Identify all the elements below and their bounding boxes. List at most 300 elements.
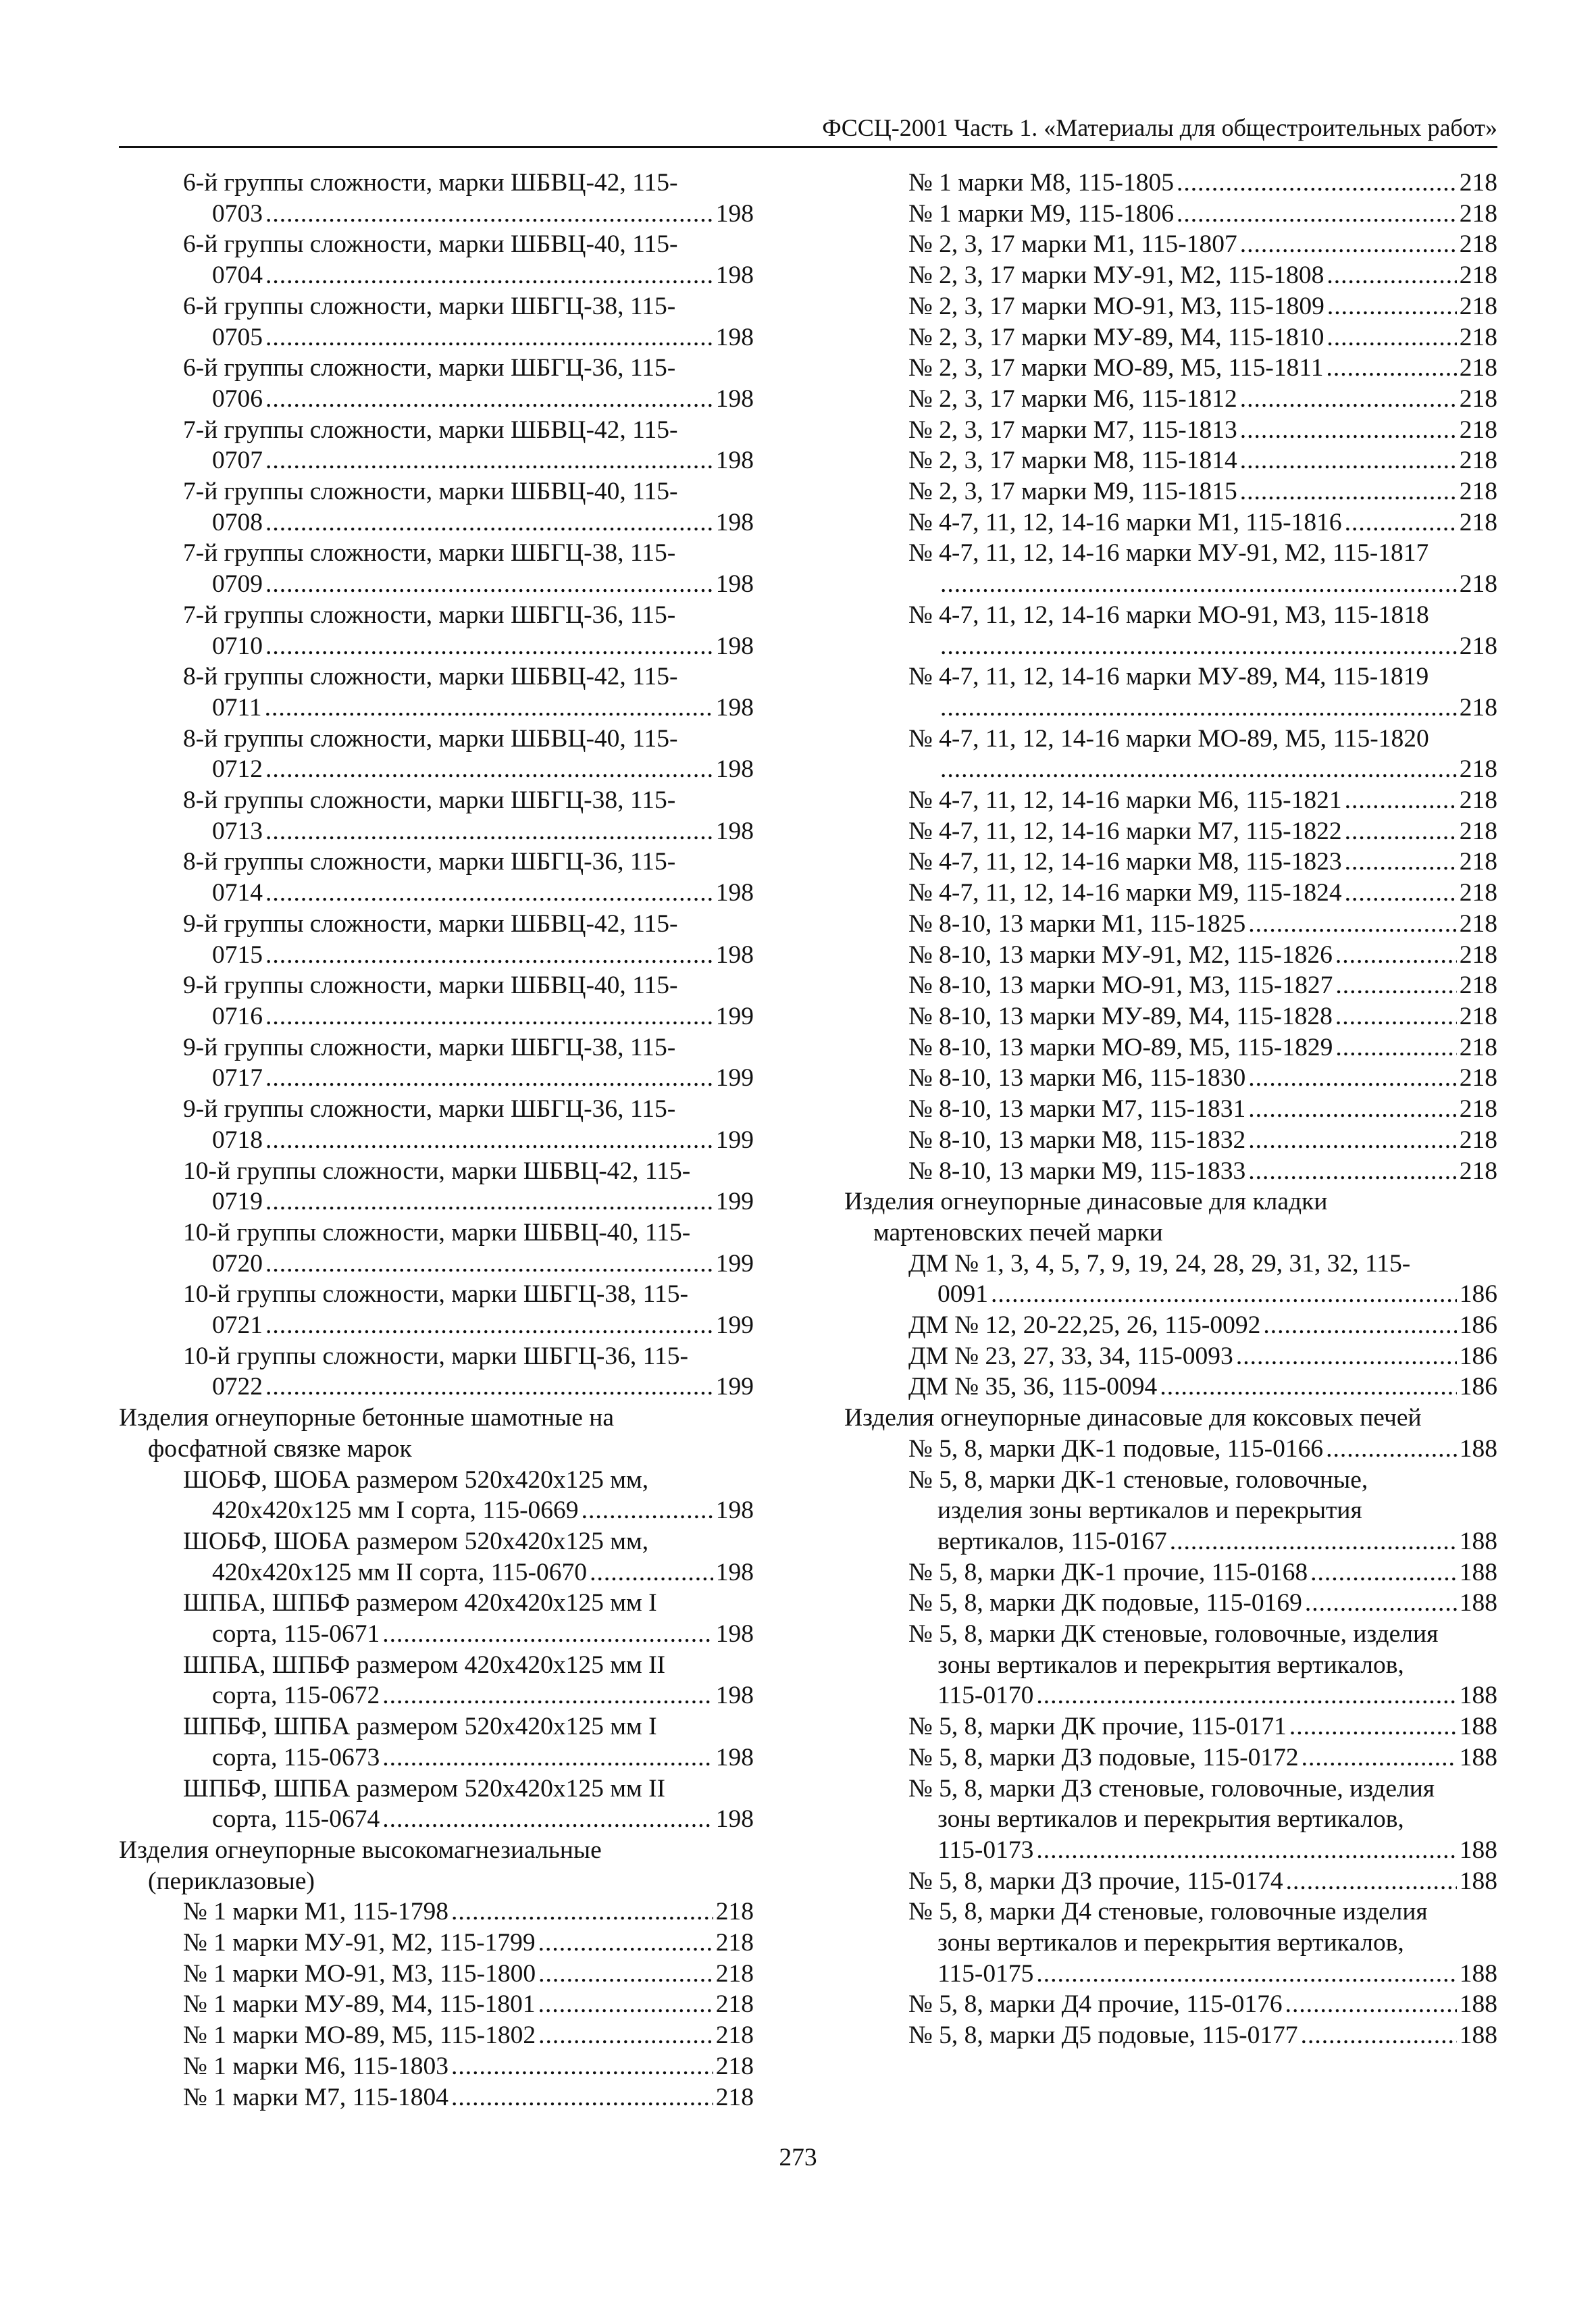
index-entry	[844, 1774, 1497, 1866]
index-entry	[119, 785, 754, 847]
index-entry-line	[844, 2020, 1497, 2051]
index-entry-line	[844, 785, 1497, 816]
index-entry	[119, 1588, 754, 1649]
index-page-number: 198	[715, 755, 754, 784]
index-entry-line	[119, 384, 754, 415]
dot-leader	[265, 631, 713, 662]
index-entry-line: зоны вертикалов и перекрытия вертикалов,	[937, 1805, 1404, 1834]
dot-leader	[940, 569, 1457, 600]
index-heading-line: (периклазовые)	[148, 1867, 315, 1895]
index-page-number: 218	[1459, 570, 1497, 599]
index-entry	[844, 1125, 1497, 1156]
dot-leader	[1160, 1372, 1456, 1403]
index-entry-text: № 2, 3, 17 марки МУ-89, М4, 115-1810	[908, 323, 1324, 351]
index-page-number: 186	[1459, 1311, 1497, 1340]
index-entry-text: 0715	[212, 940, 263, 969]
index-entry-line	[844, 1866, 1497, 1897]
dot-leader	[265, 1125, 713, 1156]
index-entry	[844, 1619, 1497, 1711]
index-entry-text: № 8-10, 13 марки М8, 115-1832	[908, 1126, 1246, 1154]
index-page-number: 218	[1459, 786, 1497, 815]
index-entry-line: 6-й группы сложности, марки ШБГЦ-36, 115-	[183, 354, 676, 382]
index-entry-line	[119, 1619, 754, 1650]
index-entry-text: 0091	[937, 1280, 988, 1309]
index-entry	[844, 816, 1497, 847]
index-entry	[844, 168, 1497, 199]
dot-leader	[382, 1804, 713, 1835]
index-entry-line: зоны вертикалов и перекрытия вертикалов,	[937, 1651, 1404, 1679]
index-entry-text: № 1 марки МО-91, М3, 115-1800	[183, 1959, 536, 1988]
index-entry-line	[119, 1186, 754, 1217]
index-entry-line	[119, 569, 754, 600]
index-entry-text: сорта, 115-0674	[212, 1805, 380, 1834]
index-page-number: 218	[1459, 1157, 1497, 1185]
index-entry-line	[844, 1125, 1497, 1156]
dot-leader	[265, 507, 713, 538]
index-entry-line	[119, 816, 754, 847]
dot-leader	[1170, 1526, 1457, 1557]
index-heading-line: Изделия огнеупорные динасовые для коксовых печей	[844, 1404, 1422, 1432]
index-entry-line	[119, 1804, 754, 1835]
index-entry-line	[119, 1959, 754, 1990]
index-page-number: 198	[715, 508, 754, 536]
index-entry	[119, 1094, 754, 1155]
dot-leader	[265, 816, 713, 847]
dot-leader	[1301, 2020, 1457, 2051]
index-page-number: 199	[715, 1126, 754, 1154]
index-entry-line	[844, 1341, 1497, 1372]
index-entry	[119, 847, 754, 908]
running-head: ФССЦ-2001 Часть 1. «Материалы для общестроительных работ»	[822, 114, 1497, 141]
index-page-number: 218	[1459, 879, 1497, 907]
index-entry	[844, 1156, 1497, 1187]
index-entry-line	[844, 631, 1497, 662]
dot-leader	[1289, 1711, 1457, 1742]
index-entry-text: сорта, 115-0673	[212, 1743, 380, 1771]
index-page-number: 198	[715, 199, 754, 228]
index-page-number: 198	[715, 1558, 754, 1586]
index-entry	[119, 724, 754, 785]
dot-leader	[451, 2051, 713, 2082]
dot-leader	[1335, 970, 1456, 1001]
index-entry-text: 0720	[212, 1249, 263, 1278]
index-page-number: 188	[1459, 1558, 1497, 1586]
dot-leader	[451, 2082, 713, 2113]
dot-leader	[265, 322, 713, 353]
index-entry-line: № 4-7, 11, 12, 14-16 марки МУ-91, М2, 115-1817	[908, 539, 1429, 568]
index-entry-line: зоны вертикалов и перекрытия вертикалов,	[937, 1929, 1404, 1957]
index-heading-line: Изделия огнеупорные динасовые для кладки	[844, 1188, 1328, 1216]
index-entry-line	[119, 1372, 754, 1403]
index-entry-line	[844, 1063, 1497, 1094]
index-entry-text: 115-0175	[937, 1959, 1034, 1988]
index-entry-line	[844, 199, 1497, 230]
index-entry	[844, 909, 1497, 940]
index-page-number: 218	[1459, 508, 1497, 536]
index-entry-text: № 8-10, 13 марки М1, 115-1825	[908, 909, 1246, 938]
index-entry-line	[844, 1588, 1497, 1619]
index-entry	[844, 1434, 1497, 1465]
index-entry	[844, 260, 1497, 291]
index-entry-line: ШОБФ, ШОБА размером 520х420х125 мм,	[183, 1465, 649, 1494]
index-entry-line	[844, 693, 1497, 724]
index-entry-line: 8-й группы сложности, марки ШБВЦ-40, 115-	[183, 724, 678, 753]
index-entry-line: ДМ № 1, 3, 4, 5, 7, 9, 19, 24, 28, 29, 31, 32, 115-	[908, 1249, 1411, 1278]
index-page-number: 218	[1459, 1095, 1497, 1124]
index-page-number: 198	[715, 817, 754, 845]
index-entry	[119, 970, 754, 1032]
index-page-number: 218	[1459, 848, 1497, 876]
dot-leader	[1310, 1557, 1457, 1588]
index-page-number: 198	[715, 879, 754, 907]
index-page-number: 218	[1459, 693, 1497, 722]
dot-leader	[1240, 415, 1457, 446]
index-page-number: 199	[715, 1064, 754, 1092]
index-entry	[119, 1959, 754, 1990]
index-page-number: 188	[1459, 1959, 1497, 1988]
dot-leader	[1345, 847, 1457, 878]
index-entry-text: № 4-7, 11, 12, 14-16 марки М8, 115-1823	[908, 848, 1342, 876]
index-entry-text: № 1 марки М6, 115-1803	[183, 2052, 448, 2080]
index-entry	[844, 1032, 1497, 1063]
index-page-number: 218	[1459, 447, 1497, 475]
dot-leader	[1302, 1742, 1457, 1774]
index-entry-line: 10-й группы сложности, марки ШБВЦ-40, 115-	[183, 1218, 691, 1247]
index-page-number: 198	[715, 384, 754, 413]
index-heading-line: Изделия огнеупорные высокомагнезиальные	[119, 1836, 602, 1864]
index-entry	[119, 476, 754, 538]
index-page-number: 218	[1459, 1002, 1497, 1030]
dot-leader	[940, 754, 1457, 785]
index-entry-text: 0706	[212, 384, 263, 413]
index-entry-line	[844, 476, 1497, 507]
index-page-number: 198	[715, 1496, 754, 1525]
index-page-number: 218	[1459, 169, 1497, 197]
index-entry-text: № 2, 3, 17 марки М7, 115-1813	[908, 416, 1237, 444]
index-entry-text: № 5, 8, марки ДЗ прочие, 115-0174	[908, 1867, 1283, 1895]
index-entry-text: 0712	[212, 755, 263, 784]
index-page-number: 218	[715, 1929, 754, 1957]
index-entry	[119, 1526, 754, 1588]
index-entry-line	[119, 1557, 754, 1588]
dot-leader	[265, 1001, 713, 1032]
index-entry	[844, 199, 1497, 230]
index-entry-text: 0711	[212, 693, 262, 722]
index-entry-line	[844, 1557, 1497, 1588]
dot-leader	[1327, 322, 1456, 353]
index-entry	[119, 2051, 754, 2082]
index-entry-line: 8-й группы сложности, марки ШБВЦ-42, 115-	[183, 663, 678, 691]
index-entry	[119, 229, 754, 291]
index-entry-text: № 8-10, 13 марки МО-89, М5, 115-1829	[908, 1033, 1333, 1061]
index-page-number: 218	[715, 1990, 754, 2019]
dot-leader	[1240, 445, 1457, 476]
index-page-number: 188	[1459, 1990, 1497, 2019]
dot-leader	[991, 1279, 1457, 1310]
index-page-number: 188	[1459, 1836, 1497, 1864]
index-page-number: 218	[715, 2021, 754, 2050]
index-entry-line	[844, 1279, 1497, 1310]
index-entry-line: ШПБФ, ШПБА размером 520х420х125 мм II	[183, 1774, 666, 1803]
index-entry-line	[844, 507, 1497, 538]
index-entry	[844, 600, 1497, 661]
index-entry-line	[844, 384, 1497, 415]
index-entry-line	[844, 445, 1497, 476]
dot-leader	[1345, 816, 1457, 847]
index-entry-text: № 8-10, 13 марки М9, 115-1833	[908, 1157, 1246, 1185]
index-page-number: 218	[1459, 292, 1497, 320]
index-page-number: 188	[1459, 1682, 1497, 1710]
dot-leader	[1305, 1588, 1457, 1619]
index-entry-line	[119, 1001, 754, 1032]
index-entry-text: № 4-7, 11, 12, 14-16 марки М6, 115-1821	[908, 786, 1342, 815]
index-page-number: 218	[715, 2052, 754, 2080]
index-entry	[119, 600, 754, 661]
index-entry-line	[119, 1495, 754, 1526]
index-entry-line	[844, 909, 1497, 940]
index-entry-line	[119, 754, 754, 785]
index-entry-line	[844, 1094, 1497, 1125]
index-entry-text: № 1 марки МУ-91, М2, 115-1799	[183, 1929, 536, 1957]
index-page-number: 199	[715, 1002, 754, 1030]
index-page-number: 218	[1459, 940, 1497, 969]
dot-leader	[265, 693, 713, 724]
dot-leader	[1240, 229, 1457, 260]
index-page-number: 188	[1459, 1743, 1497, 1771]
index-entry	[844, 322, 1497, 353]
index-page-number: 198	[715, 570, 754, 599]
index-entry	[844, 785, 1497, 816]
dot-leader	[1327, 291, 1457, 322]
index-entry-line	[119, 1249, 754, 1280]
index-entry-line	[844, 1742, 1497, 1774]
index-entry-line	[844, 940, 1497, 971]
dot-leader	[265, 1063, 713, 1094]
index-entry	[844, 229, 1497, 260]
index-page-number: 188	[1459, 1434, 1497, 1463]
index-page-number: 186	[1459, 1342, 1497, 1370]
index-entry	[119, 1217, 754, 1279]
index-entry-line	[119, 1742, 754, 1774]
index-entry-line	[844, 1372, 1497, 1403]
dot-leader	[940, 693, 1457, 724]
index-entry	[844, 1341, 1497, 1372]
dot-leader	[265, 260, 713, 291]
index-entry-line: ШПБФ, ШПБА размером 520х420х125 мм I	[183, 1713, 657, 1741]
index-entry-text: сорта, 115-0671	[212, 1620, 380, 1649]
index-entry	[844, 1588, 1497, 1619]
index-entry-line	[844, 1711, 1497, 1742]
index-entry-text: ДМ № 12, 20-22,25, 26, 115-0092	[908, 1311, 1261, 1340]
index-page-number: 198	[715, 1620, 754, 1649]
index-entry-text: № 2, 3, 17 марки МУ-91, М2, 115-1808	[908, 261, 1324, 290]
index-entry	[119, 1928, 754, 1959]
dot-leader	[1327, 260, 1456, 291]
index-entry-line: изделия зоны вертикалов и перекрытия	[937, 1496, 1362, 1525]
index-entry-text: № 2, 3, 17 марки МО-89, М5, 115-1811	[908, 354, 1324, 382]
index-page-number: 188	[1459, 1867, 1497, 1895]
dot-leader	[1335, 1032, 1456, 1063]
dot-leader	[1335, 1001, 1457, 1032]
index-entry-line: 9-й группы сложности, марки ШБВЦ-42, 115-	[183, 909, 678, 938]
dot-leader	[1335, 940, 1457, 971]
index-entry	[844, 353, 1497, 384]
index-entry	[844, 1249, 1497, 1310]
index-entry-line	[844, 970, 1497, 1001]
index-heading	[119, 1403, 754, 1464]
dot-leader	[940, 631, 1457, 662]
index-entry-line	[119, 507, 754, 538]
index-entry	[119, 1774, 754, 1835]
index-entry-text: сорта, 115-0672	[212, 1682, 380, 1710]
index-heading-line: фосфатной связке марок	[148, 1434, 412, 1463]
index-entry	[119, 2020, 754, 2051]
index-entry-line	[119, 2082, 754, 2113]
index-entry	[119, 2082, 754, 2113]
index-entry-text: 0721	[212, 1311, 263, 1340]
index-page-number: 186	[1459, 1280, 1497, 1309]
index-entry-line: 10-й группы сложности, марки ШБГЦ-36, 115-	[183, 1342, 688, 1370]
index-entry	[119, 1711, 754, 1773]
dot-leader	[1036, 1680, 1456, 1711]
index-page-number: 188	[1459, 1713, 1497, 1741]
index-entry	[844, 1711, 1497, 1742]
index-page-number: 218	[1459, 354, 1497, 382]
index-entry-line	[119, 260, 754, 291]
index-page-number: 199	[715, 1311, 754, 1340]
dot-leader	[265, 569, 713, 600]
dot-leader	[265, 1186, 713, 1217]
index-entry-text: № 5, 8, марки ДК-1 прочие, 115-0168	[908, 1558, 1308, 1586]
index-entry-line	[119, 1896, 754, 1928]
index-entry-line	[844, 322, 1497, 353]
index-entry-line	[844, 291, 1497, 322]
index-entry	[844, 1310, 1497, 1341]
index-entry-text: вертикалов, 115-0167	[937, 1527, 1167, 1555]
index-entry-line	[844, 1001, 1497, 1032]
index-page-number: 218	[1459, 261, 1497, 290]
index-entry-text: 0708	[212, 508, 263, 536]
index-entry-text: № 1 марки М7, 115-1804	[183, 2083, 448, 2111]
dot-leader	[1345, 878, 1457, 909]
index-entry	[844, 507, 1497, 538]
index-entry	[119, 353, 754, 414]
dot-leader	[265, 199, 713, 230]
index-page-number: 198	[715, 261, 754, 290]
index-entry-text: № 5, 8, марки ДК-1 подовые, 115-0166	[908, 1434, 1324, 1463]
index-entry-line	[119, 1310, 754, 1341]
index-entry	[844, 1742, 1497, 1774]
index-entry	[844, 661, 1497, 723]
index-entry	[119, 1896, 754, 1928]
index-entry-line	[844, 1526, 1497, 1557]
index-entry-line	[844, 1310, 1497, 1341]
index-page-number: 199	[715, 1249, 754, 1278]
index-entry-text: № 1 марки М8, 115-1805	[908, 169, 1174, 197]
dot-leader	[1240, 476, 1457, 507]
index-entry-text: № 2, 3, 17 марки М8, 115-1814	[908, 447, 1237, 475]
index-entry-text: № 8-10, 13 марки М7, 115-1831	[908, 1095, 1246, 1124]
index-entry	[844, 1866, 1497, 1897]
index-entry-text: № 1 марки М1, 115-1798	[183, 1898, 448, 1926]
index-entry	[844, 1465, 1497, 1557]
index-page-number: 218	[1459, 1064, 1497, 1092]
index-entry-text: 0717	[212, 1064, 263, 1092]
index-entry	[844, 2020, 1497, 2051]
index-page-number: 218	[715, 2083, 754, 2111]
dot-leader	[538, 1928, 713, 1959]
dot-leader	[265, 1310, 713, 1341]
dot-leader	[1345, 785, 1457, 816]
index-entry	[844, 384, 1497, 415]
index-entry-line: 9-й группы сложности, марки ШБВЦ-40, 115-	[183, 972, 678, 1000]
index-entry-line	[119, 199, 754, 230]
index-entry-text: 0714	[212, 879, 263, 907]
index-entry-line	[844, 1835, 1497, 1866]
index-column-left	[119, 168, 754, 2113]
index-entry-line: 10-й группы сложности, марки ШБВЦ-42, 115-	[183, 1157, 691, 1185]
index-entry-line	[844, 229, 1497, 260]
index-entry-line: 9-й группы сложности, марки ШБГЦ-36, 115-	[183, 1095, 676, 1124]
index-entry	[844, 291, 1497, 322]
index-entry-line	[119, 1928, 754, 1959]
dot-leader	[265, 940, 713, 971]
index-entry-line	[119, 631, 754, 662]
dot-leader	[1345, 507, 1457, 538]
dot-leader	[1248, 1063, 1457, 1094]
index-entry	[844, 724, 1497, 785]
dot-leader	[265, 445, 713, 476]
index-entry	[844, 1896, 1497, 1989]
index-entry-line	[119, 693, 754, 724]
index-entry-line: № 4-7, 11, 12, 14-16 марки МО-89, М5, 115-1820	[908, 724, 1429, 753]
index-entry-text: № 4-7, 11, 12, 14-16 марки М7, 115-1822	[908, 817, 1342, 845]
index-entry-text: 0719	[212, 1188, 263, 1216]
dot-leader	[1240, 384, 1457, 415]
dot-leader	[1248, 1125, 1457, 1156]
index-entry-text: ДМ № 35, 36, 115-0094	[908, 1373, 1158, 1401]
index-entry	[844, 1989, 1497, 2020]
index-page-number: 198	[715, 323, 754, 351]
index-page-number: 218	[1459, 384, 1497, 413]
index-page-number: 218	[1459, 416, 1497, 444]
dot-leader	[1036, 1835, 1456, 1866]
index-entry-line	[119, 1989, 754, 2020]
index-entry-line: 7-й группы сложности, марки ШБГЦ-38, 115-	[183, 539, 676, 568]
index-page-number: 198	[715, 1743, 754, 1771]
index-entry-line: 7-й группы сложности, марки ШБВЦ-40, 115-	[183, 478, 678, 506]
index-entry-line	[119, 1680, 754, 1711]
index-entry	[844, 1001, 1497, 1032]
index-entry-line	[119, 2020, 754, 2051]
index-entry-line	[844, 1959, 1497, 1990]
dot-leader	[382, 1742, 713, 1774]
index-page-number: 188	[1459, 2021, 1497, 2050]
index-heading	[844, 1186, 1497, 1248]
index-page-number: 218	[1459, 1126, 1497, 1154]
index-entry	[119, 1279, 754, 1340]
index-entry	[119, 1032, 754, 1094]
index-entry-line	[844, 260, 1497, 291]
index-entry	[844, 538, 1497, 599]
index-entry-line	[844, 816, 1497, 847]
dot-leader	[1248, 1094, 1457, 1125]
index-entry	[119, 1989, 754, 2020]
index-entry-text: № 8-10, 13 марки МУ-89, М4, 115-1828	[908, 1002, 1333, 1030]
index-entry	[119, 291, 754, 353]
index-entry-line: 6-й группы сложности, марки ШБВЦ-40, 115-	[183, 230, 678, 259]
index-entry-line: № 5, 8, марки ДК-1 стеновые, головочные,	[908, 1465, 1368, 1494]
